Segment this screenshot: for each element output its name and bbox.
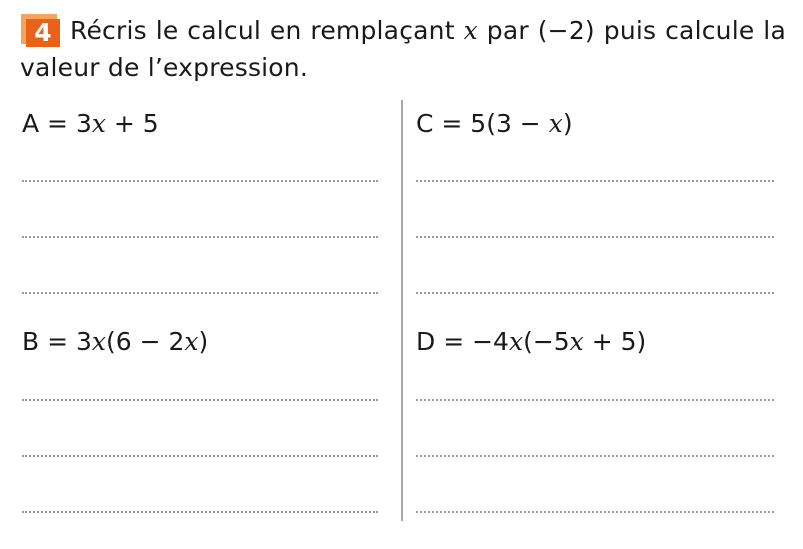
column-divider (401, 100, 403, 521)
expression-d-middle: (−5 (523, 327, 570, 356)
expression-c-lhs: C = 5(3 − (416, 109, 549, 138)
expression-d-variable-1: x (508, 327, 524, 356)
answer-line-b-1 (22, 399, 378, 401)
expression-d (416, 327, 646, 357)
expression-a (22, 109, 159, 139)
answer-line-c-3 (416, 292, 774, 294)
answer-line-a-2 (22, 236, 378, 238)
expression-b-variable-1: x (91, 327, 107, 356)
expression-a-variable: x (91, 109, 106, 138)
expression-b-variable-2: x (184, 327, 199, 356)
expression-d-variable-2: x (569, 327, 584, 356)
answer-line-c-1 (416, 180, 774, 182)
expression-b-middle: (6 − 2 (106, 327, 185, 356)
prompt-text-end: par (−2) puis calcule la valeur de l’expression. (20, 16, 786, 82)
expression-a-rest: + 5 (105, 109, 159, 138)
prompt-variable: x (463, 16, 478, 45)
answer-line-c-2 (416, 236, 774, 238)
expression-b (22, 327, 208, 357)
expression-b-end: ) (198, 327, 209, 356)
answer-line-b-2 (22, 455, 378, 457)
answer-line-d-1 (416, 399, 774, 401)
exercise-number: 4 (26, 19, 60, 47)
expression-c (416, 109, 573, 139)
expression-a-lhs: A = 3 (22, 109, 92, 138)
prompt-text-start: Récris le calcul en remplaçant (70, 16, 455, 45)
answer-line-d-3 (416, 511, 774, 513)
answer-line-d-2 (416, 455, 774, 457)
expression-d-end: + 5) (583, 327, 647, 356)
answer-line-a-1 (22, 180, 378, 182)
answer-line-a-3 (22, 292, 378, 294)
expression-d-lhs: D = −4 (416, 327, 509, 356)
exercise-prompt (20, 12, 786, 86)
answer-line-b-3 (22, 511, 378, 513)
expression-b-lhs: B = 3 (22, 327, 92, 356)
expression-c-variable: x (548, 109, 563, 138)
expression-c-rest: ) (562, 109, 573, 138)
